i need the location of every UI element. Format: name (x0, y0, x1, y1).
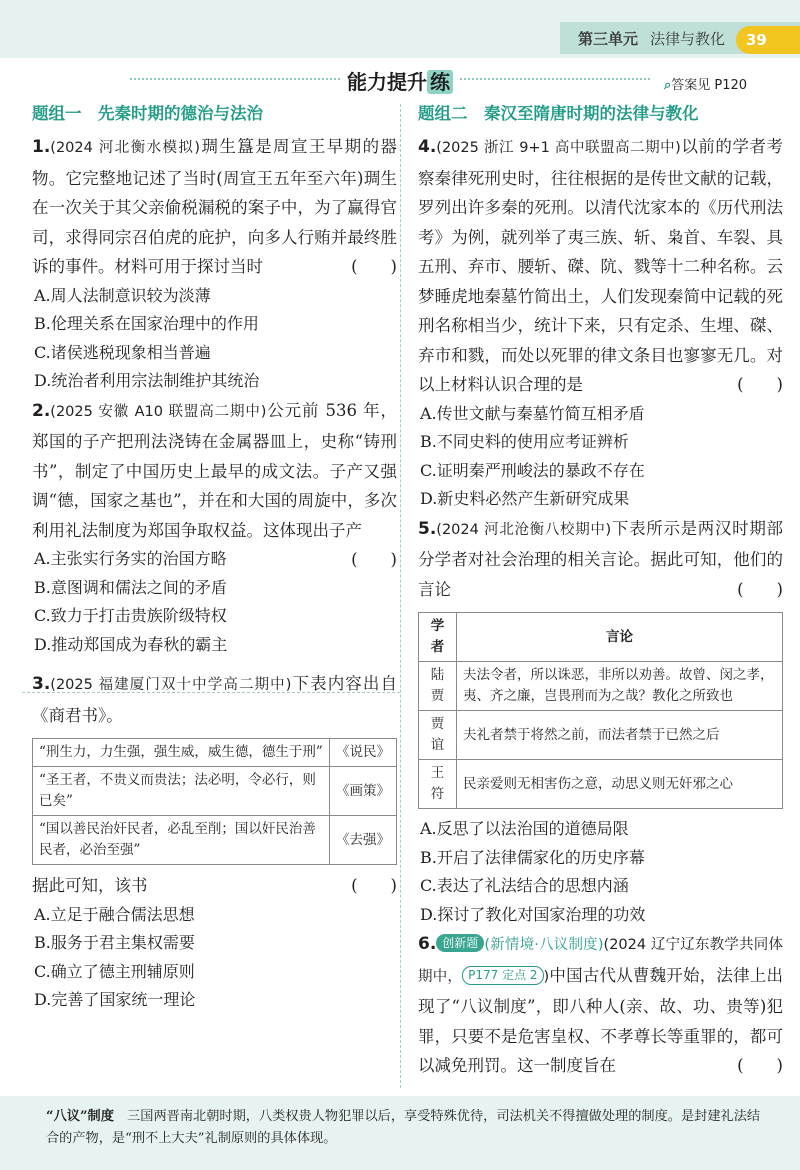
option-a[interactable]: A.周人法制意识较为淡薄 (34, 285, 211, 305)
option-c[interactable]: C.证明秦严刑峻法的暴政不存在 (420, 460, 645, 480)
question-number: 4. (418, 137, 437, 157)
group2-title: 题组二 秦汉至隋唐时期的法律与教化 (418, 104, 699, 123)
table-row (419, 760, 783, 809)
option-b[interactable]: B.开启了法律儒家化的历史序幕 (420, 847, 645, 867)
option-d[interactable]: D.完善了国家统一理论 (34, 990, 196, 1009)
option-c[interactable]: C.致力于打击贵族阶级特权 (34, 606, 227, 625)
table-cell-scholar: 贾谊 (419, 711, 457, 760)
question-source: (2024 河北衡水模拟) (50, 140, 200, 156)
question-stem: 公元前 536 年，郑国的子产把刑法浇铸在金属器皿上，史称“铸刑书”，制定了中国历史上最早的成文法。子产又强调“德，国家之基也”，并在和大国的周旋中，多次利用礼法制度为郑国争取权益。这体现出子产 (32, 400, 398, 540)
footnote-box (0, 1096, 800, 1170)
question-2 (32, 396, 397, 660)
section-title-text: 能力提升 (347, 70, 427, 94)
question-1 (32, 132, 397, 396)
title-rule-left (130, 78, 340, 80)
table-cell-book: 《去强》 (330, 816, 397, 865)
answer-ref-text: 答案见 P120 (671, 78, 748, 93)
question-3 (32, 669, 397, 1015)
answer-blank[interactable]: ( ) (351, 257, 397, 276)
option-d[interactable]: D.探讨了教化对国家治理的功效 (420, 904, 646, 924)
shangjunshu-table (32, 738, 397, 865)
header-unit: 第三单元 (578, 30, 639, 48)
table-cell-book: 《画策》 (330, 767, 397, 816)
table-cell-quote: “国以善民治奸民者，必乱至削；国以奸民治善民者，必治至强” (33, 816, 330, 865)
han-scholars-table (418, 612, 783, 809)
table-header-row (419, 613, 783, 662)
left-column (32, 100, 397, 1015)
magnifier-icon: ⌕ (664, 78, 672, 93)
option-b[interactable]: B.伦理关系在国家治理中的作用 (34, 314, 259, 333)
question-stem: 以前的学者考察秦律死刑史时，往往根据的是传世文献的记载，罗列出许多秦的死刑。以清代沈家本的《历代刑法考》为例，就列举了夷三族、斩、枭首、车裂、具五刑、弃市、腰斩、磔、阬、戮等十二种名称。云梦睡虎地秦墓竹简出土，人们发现秦简中记载的死刑名称相当少，统计下来，只有定杀、生埋、磔、弃市和戮，而处以死罪的律文条目也寥寥无几。对以上材料认识合理的是 (418, 137, 784, 394)
option-a[interactable]: A.传世文献与秦墓竹简互相矛盾 (420, 403, 645, 423)
table-cell-remark: 夫法令者，所以诛恶，非所以劝善。故曾、闵之孝，夷、齐之廉，岂畏刑而为之哉？教化之所致也 (457, 662, 783, 711)
answer-reference[interactable] (664, 74, 747, 93)
question-number: 1. (32, 137, 51, 157)
section-title-highlight: 练 (427, 70, 453, 94)
question-stem: 琱生簋是周宣王早期的器物。它完整地记述了当时(周宣王五年至六年)琱生在一次关于其父亲偷税漏税的案子中，为了赢得官司，求得同宗召伯虎的庇护，向多人行贿并最终胜诉的事件。材料可用于探讨当时 (32, 137, 398, 276)
table-cell-quote: “刑生力，力生强，强生威，威生德，德生于刑” (33, 739, 330, 767)
table-row (419, 662, 783, 711)
reference-point-link[interactable]: P177 定点 2 (462, 966, 543, 985)
table-row (33, 739, 397, 767)
answer-blank[interactable]: ( ) (351, 550, 397, 569)
option-d[interactable]: D.统治者利用宗法制维护其统治 (34, 371, 260, 390)
title-rule-right (460, 78, 650, 80)
option-a[interactable]: A.立足于融合儒法思想 (34, 904, 195, 924)
right-column (418, 100, 783, 1081)
table-cell-scholar: 王符 (419, 760, 457, 809)
question-source: (2025 福建厦门双十中学高二期中) (50, 677, 292, 693)
option-a[interactable]: A.主张实行务实的治国方略 (34, 549, 227, 568)
table-cell-quote: “圣王者，不贵义而贵法；法必明，令必行，则已矣” (33, 767, 330, 816)
question-stem: 下表内容出自《商君书》。 (32, 674, 397, 725)
footnote-text: 三国两晋南北朝时期，八类权贵人物犯罪以后，享受特殊优待，司法机关不得擅做处理的制度。是封建礼法结合的产物，是“刑不上大夫”礼制原则的具体体现。 (46, 1109, 761, 1146)
option-b[interactable]: B.意图调和儒法之间的矛盾 (34, 577, 227, 597)
question-4 (418, 132, 783, 514)
table-row (33, 767, 397, 816)
table-row (33, 816, 397, 865)
question-source-end: ) (543, 968, 550, 985)
table-cell-scholar: 陆贾 (419, 662, 457, 711)
table-header-scholar: 学者 (419, 613, 457, 662)
question-6 (418, 929, 783, 1081)
answer-blank[interactable]: ( ) (737, 375, 783, 394)
group1-title: 题组一 先秦时期的德治与法治 (32, 104, 263, 123)
table-row (419, 711, 783, 760)
table-cell-book: 《说民》 (330, 739, 397, 767)
question-5 (418, 514, 783, 930)
option-c[interactable]: C.确立了德主刑辅原则 (34, 961, 195, 981)
answer-blank[interactable]: ( ) (351, 876, 397, 895)
question-number: 3. (32, 674, 51, 694)
context-tag: (新情境·八议制度) (484, 937, 604, 953)
table-cell-remark: 夫礼者禁于将然之前，而法者禁于已然之后 (457, 711, 783, 760)
answer-blank[interactable]: ( ) (737, 1056, 783, 1075)
question-source: (2024 河北沧衡八校期中) (436, 521, 612, 538)
question-stem: 下表所示是两汉时期部分学者对社会治理的相关言论。据此可知，他们的言论 (418, 518, 784, 599)
question-number: 6. (418, 934, 437, 954)
footnote-term: “八议”制度 (46, 1109, 114, 1124)
option-b[interactable]: B.不同史料的使用应考证辨析 (420, 432, 629, 451)
answer-blank[interactable]: ( ) (737, 579, 783, 599)
column-divider (400, 104, 401, 1088)
question-source: (2025 安徽 A10 联盟高二期中) (50, 403, 267, 420)
option-c[interactable]: C.表达了礼法结合的思想内涵 (420, 876, 629, 895)
table-cell-remark: 民亲爱则无相害伤之意，动思义则无奸邪之心 (457, 760, 783, 809)
question-number: 2. (32, 400, 51, 421)
question-stem-after: 据此可知，该书 (32, 876, 148, 895)
page-number: 39 (736, 26, 800, 54)
option-c[interactable]: C.诸侯逃税现象相当普遍 (34, 342, 211, 362)
option-d[interactable]: D.推动郑国成为春秋的霸主 (34, 634, 228, 654)
question-stem: 中国古代从曹魏开始，法律上出现了“八议制度”，即八种人(亲、故、功、贵等)犯罪，只要不是危害皇权、不孝尊长等重罪的，都可以减免刑罚。这一制度旨在 (418, 965, 784, 1075)
section-title (340, 66, 460, 95)
option-a[interactable]: A.反思了以法治国的道德局限 (420, 819, 629, 838)
innovation-badge: 创新题 (436, 934, 484, 952)
question-source: (2025 浙江 9+1 高中联盟高二期中) (436, 140, 681, 156)
header-topic: 法律与教化 (650, 30, 726, 48)
question-number: 5. (418, 518, 437, 539)
option-b[interactable]: B.服务于君主集权需要 (34, 933, 195, 952)
question-source: (2024 辽宁辽东教学共同体期中， (418, 937, 783, 985)
table-header-remark: 言论 (457, 613, 783, 662)
option-d[interactable]: D.新史料必然产生新研究成果 (420, 489, 630, 508)
